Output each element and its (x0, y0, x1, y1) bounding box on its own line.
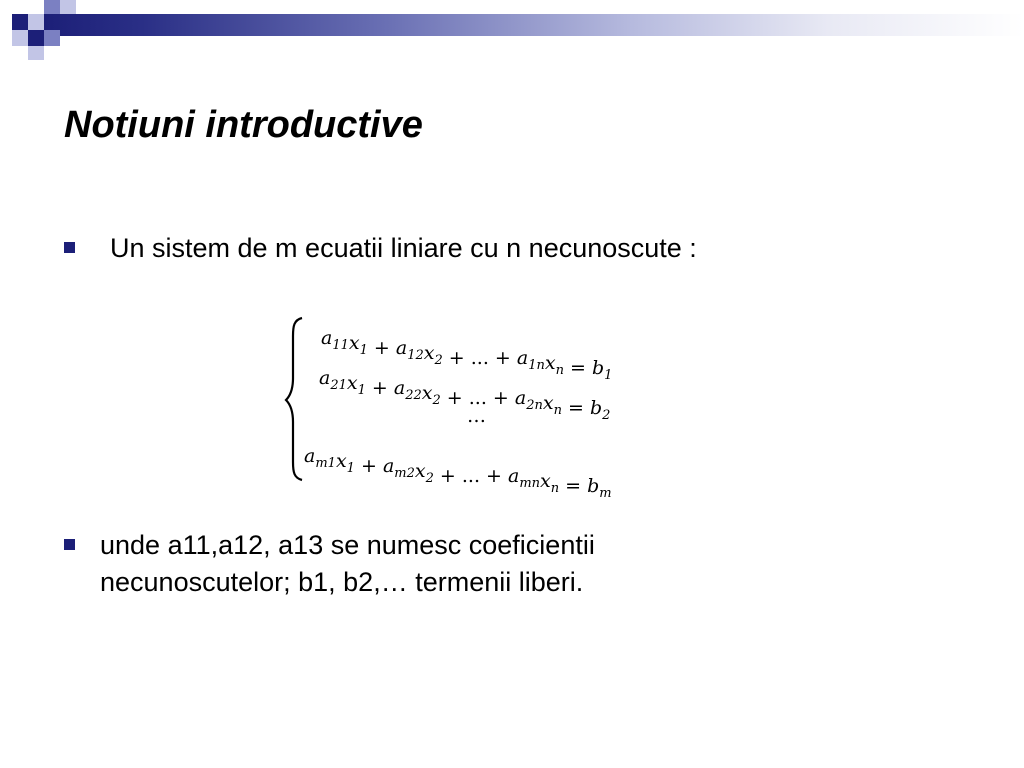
slide-title: Notiuni introductive (64, 104, 423, 146)
decor-square (44, 0, 60, 14)
header-decoration (0, 0, 1024, 62)
equation-row-1: $a_{11}x_1 + a_{12}x_2$ + ... + $a_{1n}x_n = b_1$ (321, 327, 613, 383)
left-brace (286, 318, 302, 480)
bullet-item (64, 527, 824, 607)
bullet-square-icon (64, 539, 75, 550)
equation-row-3: … (467, 405, 486, 427)
bullet-text: Un sistem de m ecuatii liniare cu n necunoscute : (110, 233, 697, 263)
decor-square (12, 30, 28, 46)
bullet-text (100, 527, 800, 601)
bullet-text-line: necunoscutelor; b1, b2,… termenii liberi. (100, 567, 584, 597)
decor-square (44, 30, 60, 46)
bullet-square-icon (64, 242, 75, 253)
bullet-item (64, 230, 964, 270)
decor-square (28, 46, 44, 60)
equation-row-4: $a_{m1}x_1 + a_{m2}x_2$ + ... + $a_{mn}x_n = b_m$ (304, 445, 612, 501)
decor-square (12, 14, 28, 30)
decor-square (28, 14, 44, 30)
decor-square (28, 30, 44, 46)
bullet-text-line: unde a11,a12, a13 se numesc coeficientii (100, 530, 595, 560)
decor-square (60, 0, 76, 14)
equation-row-2: $a_{21}x_1 + a_{22}x_2$ + ... + $a_{2n}x_n = b_2$ (319, 367, 611, 423)
equation-system (284, 312, 684, 501)
header-gradient-bar (44, 14, 1024, 36)
